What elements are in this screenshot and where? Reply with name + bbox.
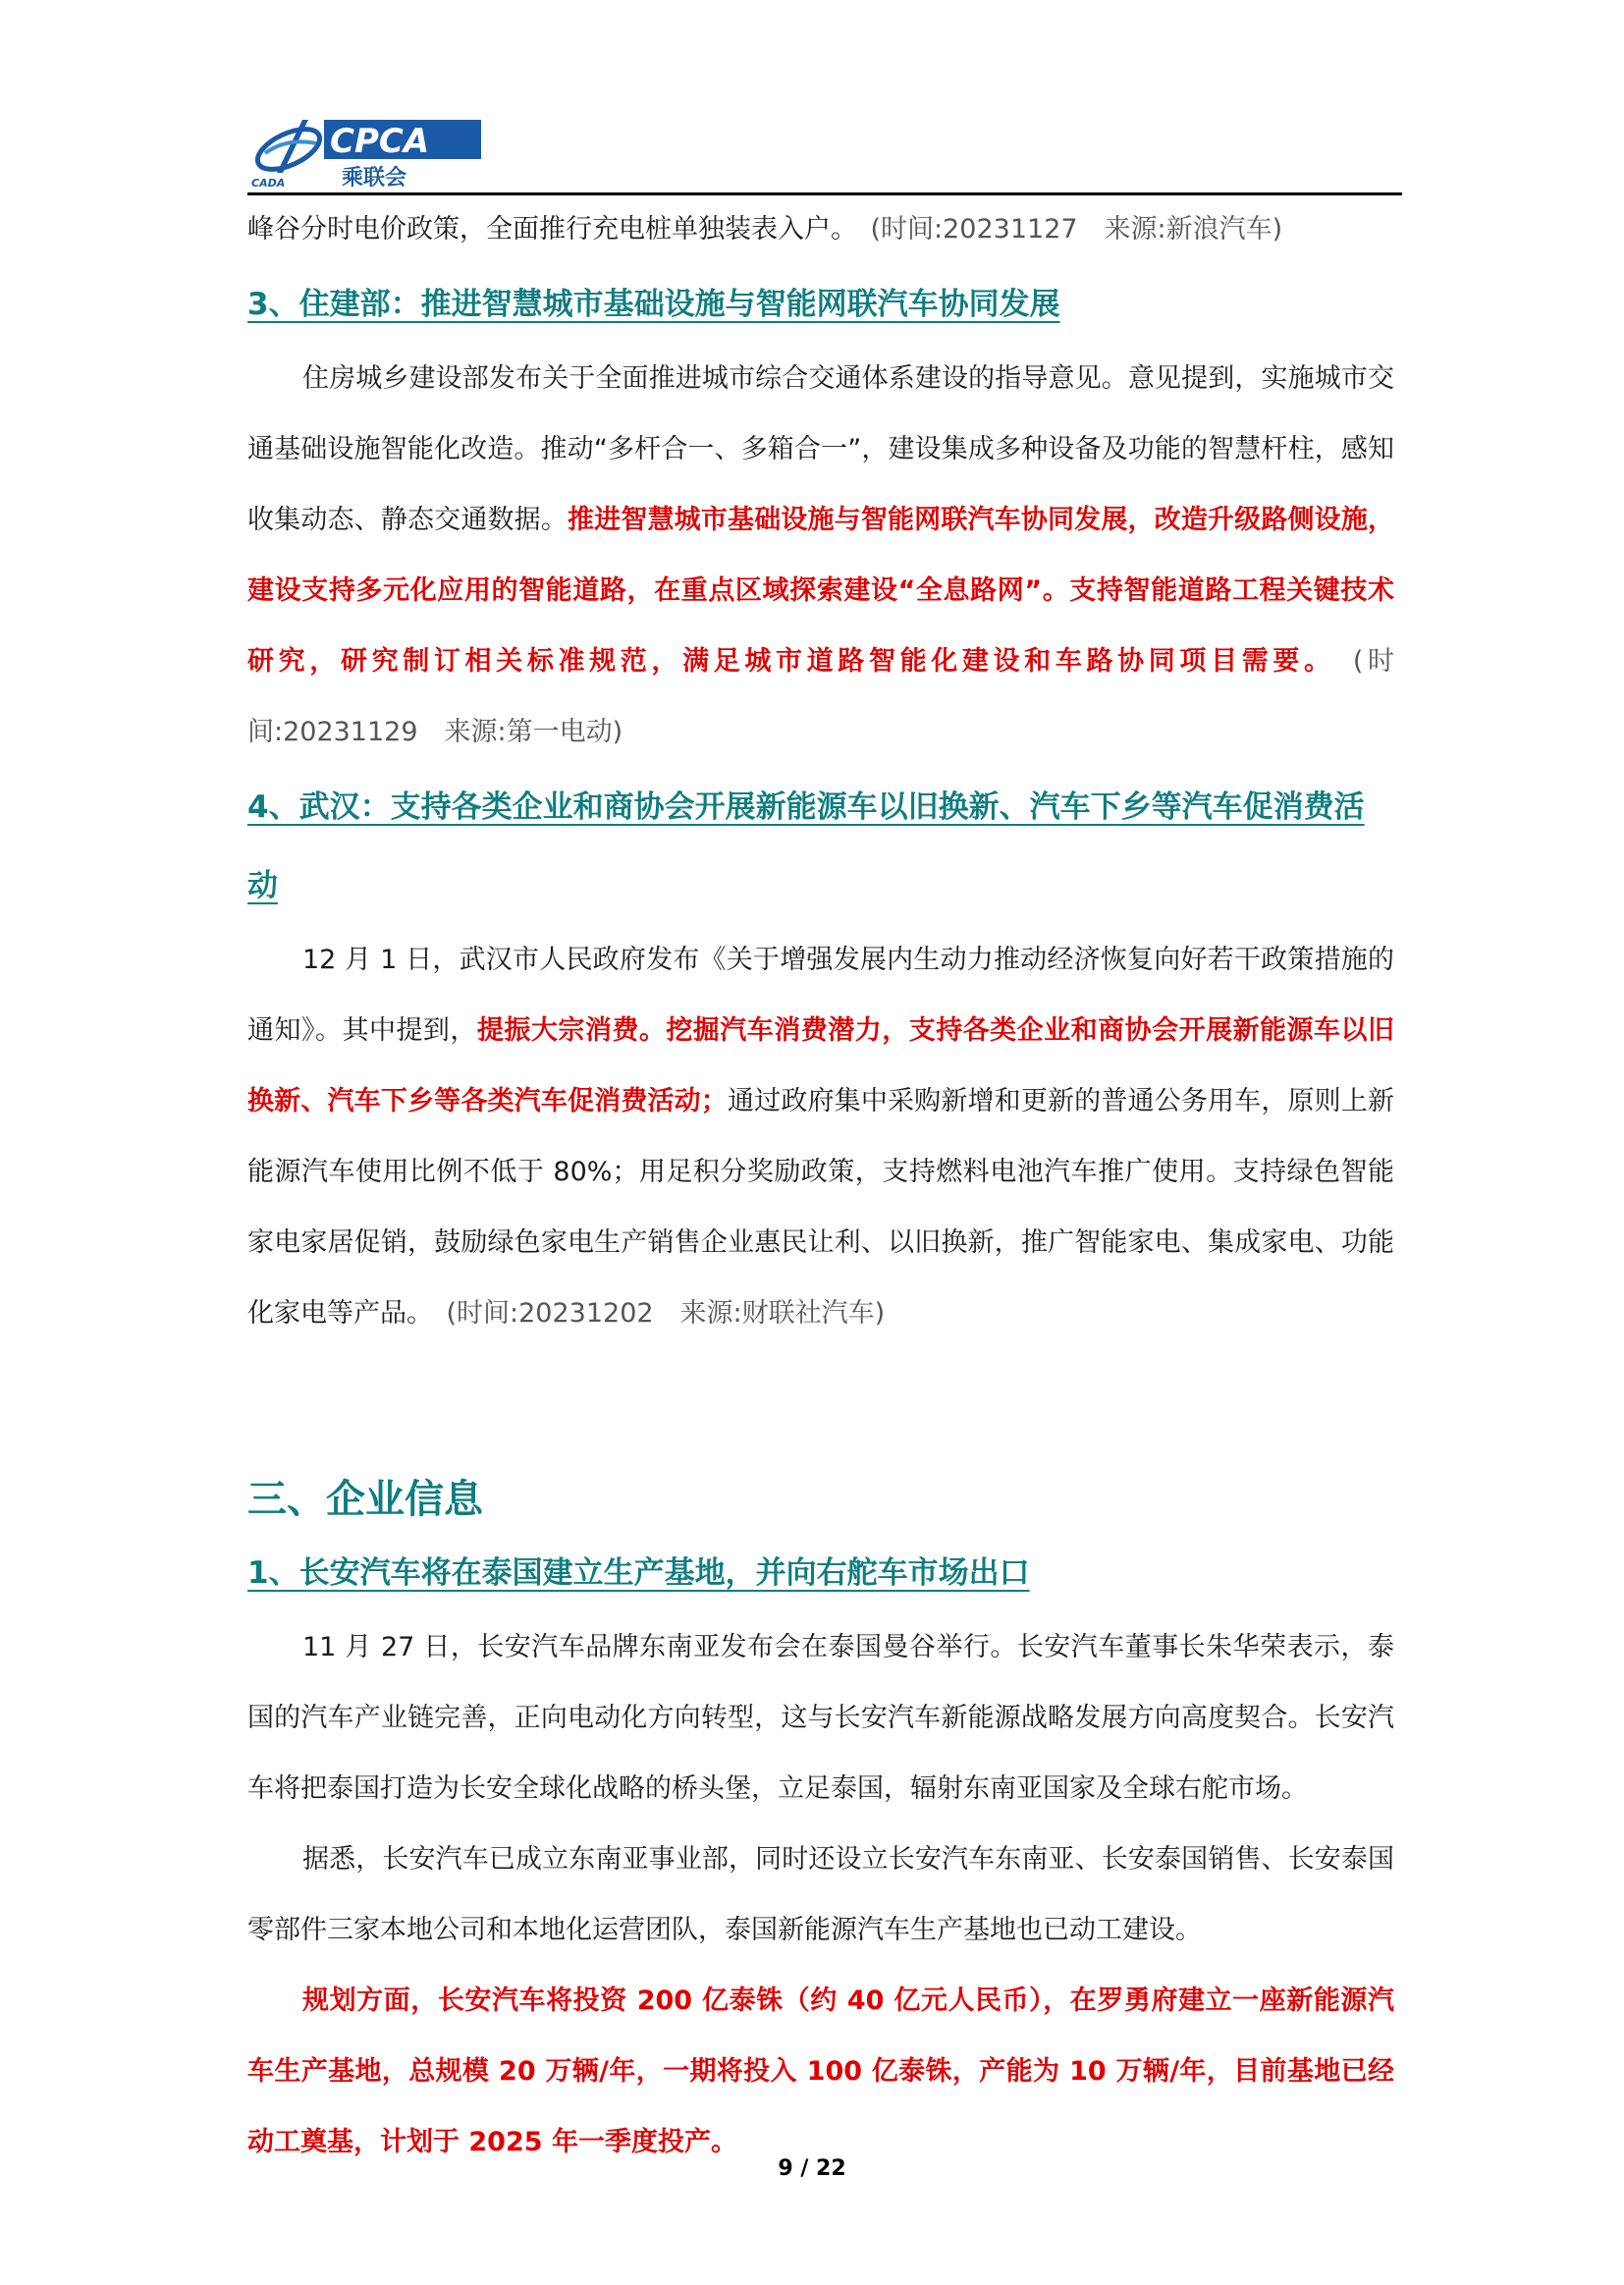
logo-sub-text: 乘联会 [342,166,407,190]
section-heading-1: 1、长安汽车将在泰国建立生产基地，并向右舵车市场出口 [247,1555,1030,1591]
paragraph-text: 住房城乡建设部发布关于全面推进城市综合交通体系建设的指导意见。意见提到，实施城市交通基础设施智能化改造。推动“多杆合一、多箱合一”，建设集成多种设备及功能的智慧杆柱，感知收集动态、静态交通数据。 [247,363,1394,535]
paragraph-text: 12 月 1 日，武汉市人民政府发布《关于增强发展内生动力推动经济恢复向好若干政策措施的通知》。其中提到， [247,945,1394,1046]
paragraph-continued [247,194,1394,265]
source-note: (时间:20231127 来源:新浪汽车) [870,214,1283,245]
page-number: 9 / 22 [778,2156,846,2181]
section-heading-4: 4、武汉：支持各类企业和商协会开展新能源车以旧换新、汽车下乡等汽车促消费活动 [247,789,1365,903]
source-note: (时间:20231129 来源:第一电动) [247,646,1395,747]
paragraph-s3 [247,344,1394,768]
chapter-title: 三、企业信息 [247,1477,483,1522]
paragraph-changan-2: 据悉，长安汽车已成立东南亚事业部，同时还设立长安汽车东南亚、长安泰国销售、长安泰国零部件三家本地公司和本地化运营团队，泰国新能源汽车生产基地也已动工建设。 [247,1844,1394,1945]
paragraph-text: 峰谷分时电价政策，全面推行充电桩单独装表入户。 [247,214,844,245]
paragraph-s4 [247,925,1394,1349]
highlight-text: 推进智慧城市基础设施与智能网联汽车协同发展，改造升级路侧设施，建设支持多元化应用的智能道路，在重点区域探索建设“全息路网”。支持智能道路工程关键技术研究，研究制订相关标准规范，满足城市道路智能化建设和车路协同项目需要。 [247,505,1394,677]
cpca-logo [247,110,483,190]
section-heading-3: 3、住建部：推进智慧城市基础设施与智能网联汽车协同发展 [247,287,1060,322]
paragraph-text: 通过政府集中采购新增和更新的普通公务用车，原则上新能源汽车使用比例不低于 80%；用足积分奖励政策，支持燃料电池汽车推广使用。支持绿色智能家电家居促销，鼓励绿色家电生产销售企业惠民让利、以旧换新，推广智能家电、集成家电、功能化家电等产品。 [247,1086,1395,1329]
logo-cpca-text: CPCA [330,122,430,161]
highlight-text: 提振大宗消费。挖掘汽车消费潜力，支持各类企业和商协会开展新能源车以旧换新、汽车下乡等各类汽车促消费活动； [247,1015,1395,1116]
logo-badge-text: CADA [251,177,286,190]
source-note: (时间:20231202 来源:财联社汽车) [446,1298,886,1329]
paragraph-changan-1: 11 月 27 日，长安汽车品牌东南亚发布会在泰国曼谷举行。长安汽车董事长朱华荣表示，泰国的汽车产业链完善，正向电动化方向转型，这与长安汽车新能源战略发展方向高度契合。长安汽车将把泰国打造为长安全球化战略的桥头堡，立足泰国，辐射东南亚国家及全球右舵市场。 [247,1632,1394,1804]
paragraph-changan-3: 规划方面，长安汽车将投资 200 亿泰铢（约 40 亿元人民币），在罗勇府建立一座新能源汽车生产基地，总规模 20 万辆/年，一期将投入 100 亿泰铢，产能为 10 万辆/年，目前基地已经动工奠基，计划于 2025 年一季度投产。 [247,1986,1394,2157]
page-header [247,110,1402,196]
document-body [247,194,1394,2178]
